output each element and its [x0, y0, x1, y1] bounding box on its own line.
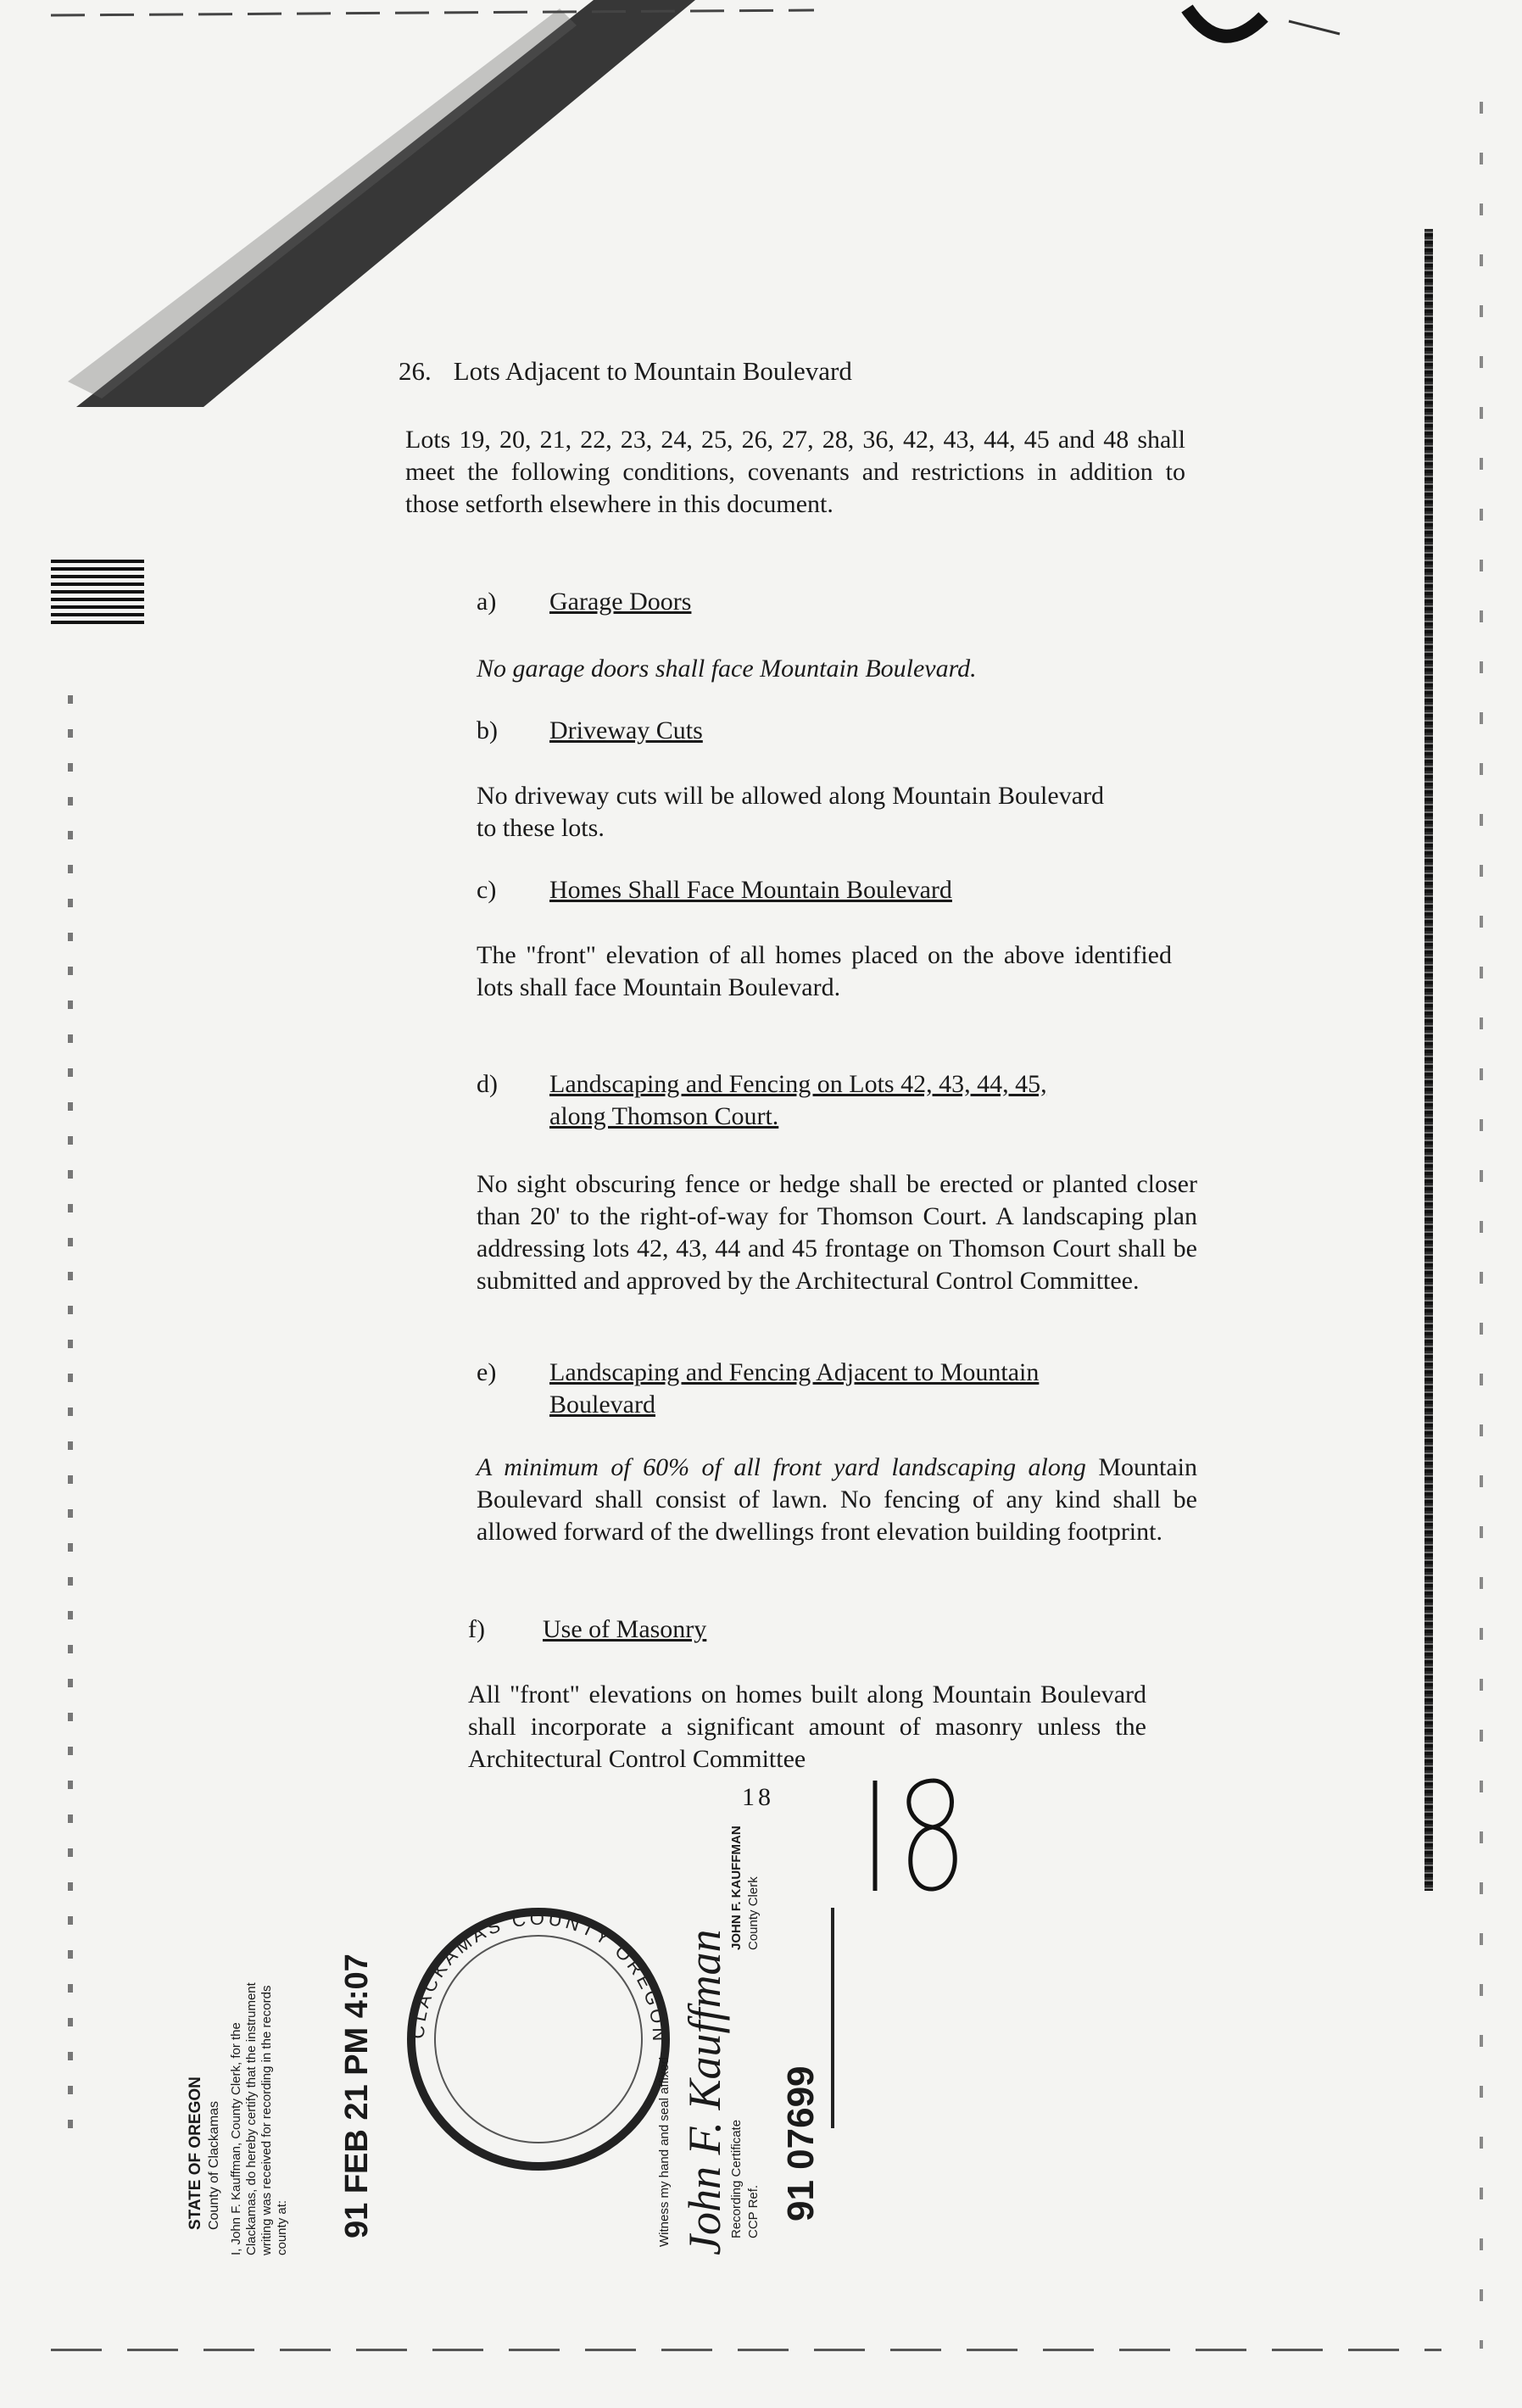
item-b-body: No driveway cuts will be allowed along Mountain Boulevard to these lots.: [477, 782, 1104, 842]
item-c-letter: c): [477, 876, 497, 904]
stamp-cert-line3: writing was received for recording in the records: [259, 1985, 274, 2255]
item-e-body-rest: Mountain Boulevard shall consist of lawn. No fencing of any kind shall be allowed forward of the dwellings front elevation building footprint.: [477, 1453, 1198, 1546]
stamp-document-number: 91 07699: [780, 2065, 822, 2221]
section-number: 26.: [399, 356, 432, 386]
item-e-heading: [477, 1358, 1039, 1387]
item-f-body: All "front" elevations on homes built along Mountain Boulevard shall incorporate a significant amount of masonry unless the Architectural Control Committee: [468, 1681, 1146, 1773]
item-b-title: Driveway Cuts: [549, 716, 703, 744]
left-edge-dashes: [68, 695, 73, 2137]
item-a-letter: a): [477, 588, 497, 616]
item-e-heading-line2: [549, 1391, 655, 1419]
stamp-vertical-rule: [831, 1908, 834, 2128]
item-a-heading: [477, 588, 691, 616]
item-d-heading-line2: [549, 1102, 778, 1131]
bottom-scan-line: [51, 2349, 1441, 2351]
item-e-body: [477, 1452, 1197, 1548]
intro-paragraph: Lots 19, 20, 21, 22, 23, 24, 25, 26, 27, 28, 36, 42, 43, 44, 45 and 48 shall meet the following conditions, covenants and restrictions in addition to those setforth elsewhere in this document.: [405, 426, 1185, 518]
item-d-title-line2: along Thomson Court.: [549, 1102, 779, 1130]
right-edge-dashes: [1480, 102, 1483, 2349]
item-c-title: Homes Shall Face Mountain Boulevard: [549, 876, 952, 904]
scan-corner-mark: [1170, 0, 1424, 68]
item-b-letter: b): [477, 716, 498, 744]
item-d-heading: [477, 1070, 1047, 1099]
item-e-body-italic: A minimum of 60% of all front yard landscaping along: [477, 1453, 1086, 1481]
item-d-body: No sight obscuring fence or hedge shall be erected or planted closer than 20' to the right-of-way for Thomson Court. A landscaping plan addressing lots 42, 43, 44 and 45 frontage on Thomson Court shall be submitted and approved by the Architectural Control Committee.: [477, 1170, 1197, 1295]
stamp-cert-line4: county at:: [275, 2199, 289, 2255]
stamp-clerk-name: JOHN F. KAUFFMAN: [729, 1826, 744, 1950]
stamp-signature: John F. Kauffman: [679, 1929, 730, 2255]
item-f-heading: [468, 1615, 706, 1644]
item-f-letter: f): [468, 1615, 485, 1643]
section-heading: [399, 356, 852, 387]
item-e-letter: e): [477, 1358, 497, 1386]
item-e-title-line1: Landscaping and Fencing Adjacent to Mountain: [549, 1358, 1040, 1386]
item-f-title: Use of Masonry: [543, 1615, 707, 1643]
stamp-witness: Witness my hand and seal affixed: [657, 2056, 672, 2247]
svg-text:CLACKAMAS COUNTY OREGON: [407, 1908, 671, 2045]
item-d-title-line1: Landscaping and Fencing on Lots 42, 43, 44, 45,: [549, 1070, 1047, 1098]
item-a-body: No garage doors shall face Mountain Boulevard.: [477, 655, 977, 683]
item-b-heading: [477, 716, 703, 745]
stamp-recording-certificate: Recording Certificate: [729, 2119, 744, 2238]
item-c-heading: [477, 876, 952, 905]
stamp-cert-line1: I, John F. Kauffman, County Clerk, for the: [229, 2022, 243, 2255]
left-edge-bars: [51, 560, 144, 627]
stamp-county: County of Clackamas: [207, 2100, 221, 2230]
seal-text: CLACKAMAS COUNTY OREGON: [406, 1907, 671, 2045]
stamp-state: STATE OF OREGON: [187, 2076, 204, 2230]
handwritten-page-number: [975, 1865, 976, 1866]
stamp-timestamp: 91 FEB 21 PM 4:07: [339, 1954, 375, 2238]
county-seal: [399, 1899, 678, 2179]
handwritten-page-number-drawing: [856, 1764, 967, 1899]
item-d-letter: d): [477, 1070, 498, 1098]
stamp-cert-line2: Clackamas, do hereby certify that the instrument: [244, 1982, 259, 2255]
section-title: Lots Adjacent to Mountain Boulevard: [453, 356, 852, 386]
item-c-body: The "front" elevation of all homes placed on the above identified lots shall face Mountain Boulevard.: [477, 941, 1172, 1001]
page-number: 18: [742, 1783, 774, 1811]
right-edge-binding-strip: [1424, 229, 1433, 1891]
stamp-ccp-ref: CCP Ref.: [746, 2184, 761, 2238]
stamp-clerk-title: County Clerk: [746, 1876, 761, 1950]
item-e-title-line2: Boulevard: [549, 1391, 655, 1419]
item-a-title: Garage Doors: [549, 588, 692, 616]
